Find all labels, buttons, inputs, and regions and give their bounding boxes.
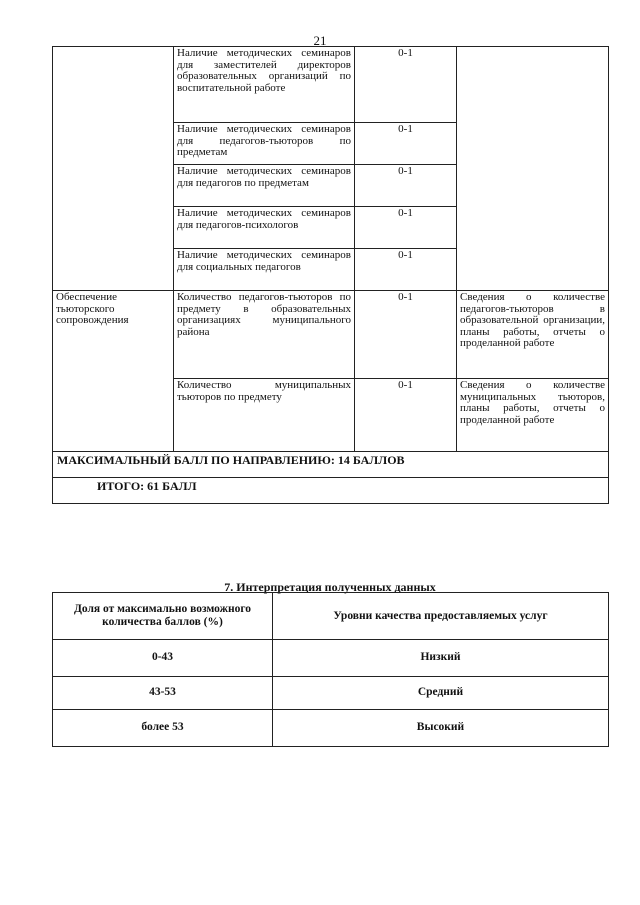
area-cell-empty xyxy=(53,47,174,291)
score-cell: 0-1 xyxy=(355,47,457,123)
max-score-line: МАКСИМАЛЬНЫЙ БАЛЛ ПО НАПРАВЛЕНИЮ: 14 БАЛЛОВ xyxy=(53,452,609,478)
source-cell: Сведения о количестве педагогов-тьюторов в образовательной организации, планы работы, отчеты о проделанной работе xyxy=(457,291,609,379)
table-row xyxy=(53,677,609,710)
table-row xyxy=(53,452,609,478)
score-cell: 0-1 xyxy=(355,165,457,207)
score-cell: 0-1 xyxy=(355,291,457,379)
range-cell: более 53 xyxy=(53,710,273,747)
table-row xyxy=(53,710,609,747)
score-cell: 0-1 xyxy=(355,207,457,249)
table-header-row xyxy=(53,593,609,640)
criteria-table xyxy=(52,46,609,504)
share-header: Доля от максимально возможного количества баллов (%) xyxy=(53,593,273,640)
score-cell: 0-1 xyxy=(355,379,457,452)
source-cell: Сведения о количестве муниципальных тьюторов, планы работы, отчеты о проделанной работе xyxy=(457,379,609,452)
table-row xyxy=(53,478,609,504)
page-number: 21 xyxy=(313,33,327,48)
criterion-cell: Количество педагогов-тьюторов по предмету в образовательных организациях муниципального района xyxy=(174,291,355,379)
area-cell: Обеспечение тьюторского сопровождения xyxy=(53,291,174,452)
range-cell: 43-53 xyxy=(53,677,273,710)
range-cell: 0-43 xyxy=(53,640,273,677)
table-row xyxy=(53,291,609,379)
source-cell-empty xyxy=(457,47,609,291)
total-line: ИТОГО: 61 БАЛЛ xyxy=(53,478,609,504)
level-header: Уровни качества предоставляемых услуг xyxy=(273,593,609,640)
criterion-cell: Наличие методических семинаров для педагогов-тьюторов по предметам xyxy=(174,123,355,165)
criterion-cell: Наличие методических семинаров для педагогов-психологов xyxy=(174,207,355,249)
level-cell: Средний xyxy=(273,677,609,710)
criterion-cell: Наличие методических семинаров для педагогов по предметам xyxy=(174,165,355,207)
interpretation-table xyxy=(52,592,609,747)
table-row xyxy=(53,47,609,123)
section-title: 7. Интерпретация полученных данных xyxy=(224,580,436,594)
level-cell: Высокий xyxy=(273,710,609,747)
level-cell: Низкий xyxy=(273,640,609,677)
table-row xyxy=(53,640,609,677)
criterion-cell: Наличие методических семинаров для социальных педагогов xyxy=(174,249,355,291)
score-cell: 0-1 xyxy=(355,123,457,165)
score-cell: 0-1 xyxy=(355,249,457,291)
criterion-cell: Количество муниципальных тьюторов по предмету xyxy=(174,379,355,452)
criterion-cell: Наличие методических семинаров для заместителей директоров образовательных организаций по воспитательной работе xyxy=(174,47,355,123)
